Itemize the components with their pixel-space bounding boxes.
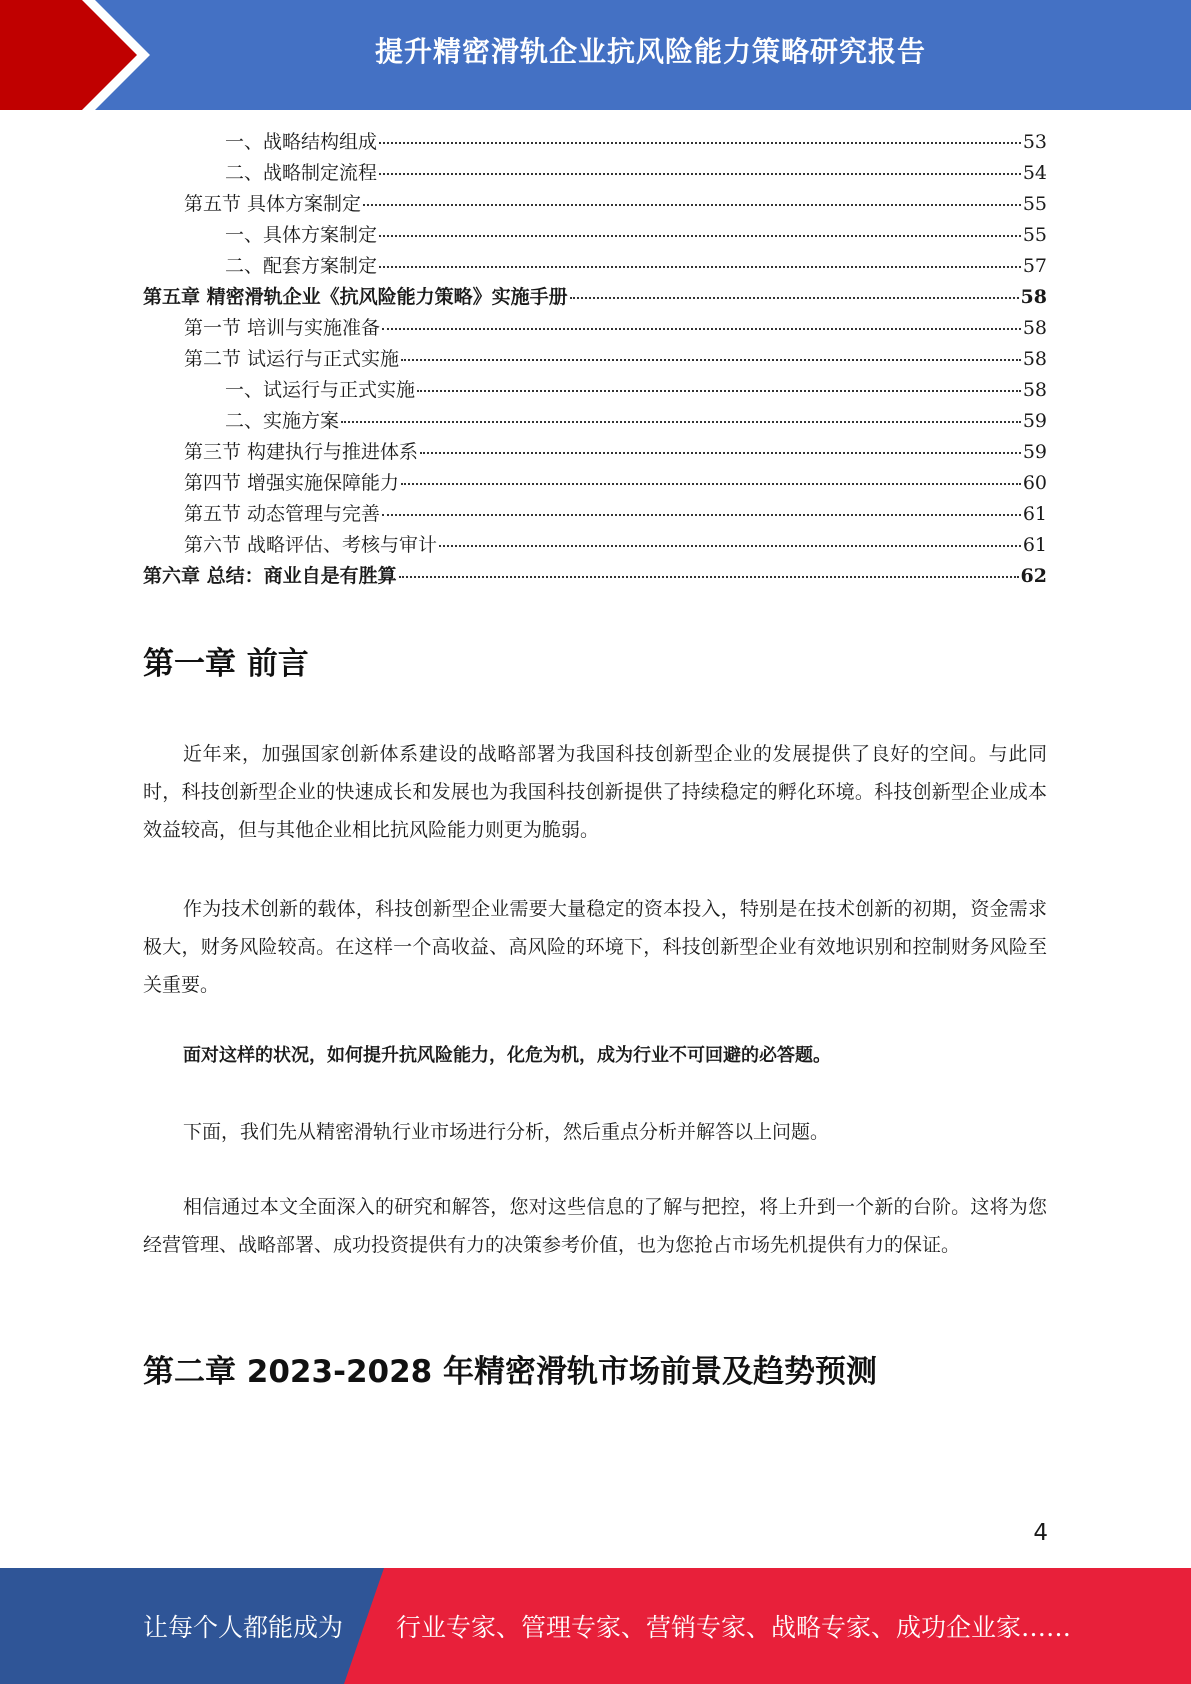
toc-entry-page: 53: [1022, 131, 1047, 153]
toc-entry-page: 60: [1022, 472, 1047, 494]
toc-leader-dots: [382, 514, 1021, 516]
toc-leader-dots: [570, 297, 1019, 299]
toc-entry-page: 61: [1022, 503, 1047, 525]
toc-entry-label: 第五节 动态管理与完善: [184, 503, 381, 525]
toc-entry-label: 二、战略制定流程: [225, 162, 378, 184]
toc-entry[interactable]: [143, 220, 1047, 251]
toc-entry-page: 61: [1022, 534, 1047, 556]
toc-leader-dots: [363, 204, 1021, 206]
footer-slogan-right: 行业专家、管理专家、营销专家、战略专家、成功企业家……: [396, 1613, 1072, 1642]
table-of-contents: [143, 127, 1047, 592]
toc-entry-label: 一、战略结构组成: [225, 131, 378, 153]
toc-entry-label: 第四节 增强实施保障能力: [184, 472, 400, 494]
toc-entry[interactable]: [143, 282, 1047, 313]
toc-entry-label: 第五节 具体方案制定: [184, 193, 362, 215]
chapter-1-heading: 第一章 前言: [143, 646, 309, 682]
paragraph-1: 近年来，加强国家创新体系建设的战略部署为我国科技创新型企业的发展提供了良好的空间。与此同时，科技创新型企业的快速成长和发展也为我国科技创新提供了持续稳定的孵化环境。科技创新型企业成本效益较高，但与其他企业相比抗风险能力则更为脆弱。: [143, 743, 1047, 841]
toc-entry-page: 55: [1022, 224, 1047, 246]
paragraph-4: 下面，我们先从精密滑轨行业市场进行分析，然后重点分析并解答以上问题。: [183, 1121, 830, 1143]
report-title: 提升精密滑轨企业抗风险能力策略研究报告: [374, 35, 926, 68]
toc-entry-label: 第六章 总结：商业自是有胜算: [143, 565, 397, 587]
toc-entry-page: 59: [1022, 410, 1047, 432]
paragraph-2: 作为技术创新的载体，科技创新型企业需要大量稳定的资本投入，特别是在技术创新的初期，资金需求极大，财务风险较高。在这样一个高收益、高风险的环境下，科技创新型企业有效地识别和控制财务风险至关重要。: [143, 898, 1047, 996]
toc-leader-dots: [417, 390, 1021, 392]
toc-entry[interactable]: [143, 561, 1047, 592]
toc-entry-page: 58: [1020, 286, 1047, 308]
page-footer: [0, 1568, 1191, 1684]
toc-entry-page: 59: [1022, 441, 1047, 463]
toc-leader-dots: [379, 266, 1021, 268]
toc-leader-dots: [399, 576, 1019, 578]
toc-entry-page: 58: [1022, 348, 1047, 370]
toc-leader-dots: [379, 142, 1021, 144]
chapter-2-heading: 第二章 2023-2028 年精密滑轨市场前景及趋势预测: [143, 1354, 878, 1390]
toc-entry-page: 55: [1022, 193, 1047, 215]
toc-entry-label: 第三节 构建执行与推进体系: [184, 441, 419, 463]
page-number: 4: [1033, 1520, 1048, 1546]
paragraph-5: 相信通过本文全面深入的研究和解答，您对这些信息的了解与把控，将上升到一个新的台阶。这将为您经营管理、战略部署、成功投资提供有力的决策参考价值，也为您抢占市场先机提供有力的保证。: [143, 1196, 1047, 1256]
toc-leader-dots: [420, 452, 1021, 454]
toc-entry[interactable]: [143, 530, 1047, 561]
toc-entry[interactable]: [143, 158, 1047, 189]
toc-entry-label: 第二节 试运行与正式实施: [184, 348, 400, 370]
toc-entry-page: 58: [1022, 379, 1047, 401]
toc-leader-dots: [379, 235, 1021, 237]
paragraph-emphasis: 面对这样的状况，如何提升抗风险能力，化危为机，成为行业不可回避的必答题。: [183, 1045, 831, 1066]
toc-entry-page: 62: [1020, 565, 1047, 587]
toc-entry-label: 二、实施方案: [225, 410, 340, 432]
toc-entry-label: 二、配套方案制定: [225, 255, 378, 277]
footer-slogan-left: 让每个人都能成为: [143, 1613, 344, 1642]
toc-entry[interactable]: [143, 313, 1047, 344]
toc-leader-dots: [382, 328, 1021, 330]
toc-entry-label: 一、具体方案制定: [225, 224, 378, 246]
toc-entry[interactable]: [143, 437, 1047, 468]
toc-entry-label: 第六节 战略评估、考核与审计: [184, 534, 438, 556]
toc-entry[interactable]: [143, 127, 1047, 158]
toc-leader-dots: [341, 421, 1021, 423]
toc-entry-label: 第五章 精密滑轨企业《抗风险能力策略》实施手册: [143, 286, 568, 308]
page-header: [0, 0, 1191, 110]
toc-leader-dots: [379, 173, 1021, 175]
toc-entry-page: 54: [1022, 162, 1047, 184]
toc-entry[interactable]: [143, 468, 1047, 499]
toc-entry[interactable]: [143, 344, 1047, 375]
toc-entry[interactable]: [143, 189, 1047, 220]
toc-entry[interactable]: [143, 251, 1047, 282]
toc-entry[interactable]: [143, 406, 1047, 437]
toc-entry-label: 第一节 培训与实施准备: [184, 317, 381, 339]
toc-leader-dots: [439, 545, 1021, 547]
toc-entry[interactable]: [143, 375, 1047, 406]
toc-entry-page: 57: [1022, 255, 1047, 277]
toc-entry[interactable]: [143, 499, 1047, 530]
toc-leader-dots: [401, 359, 1021, 361]
toc-entry-page: 58: [1022, 317, 1047, 339]
toc-entry-label: 一、试运行与正式实施: [225, 379, 416, 401]
toc-leader-dots: [401, 483, 1021, 485]
